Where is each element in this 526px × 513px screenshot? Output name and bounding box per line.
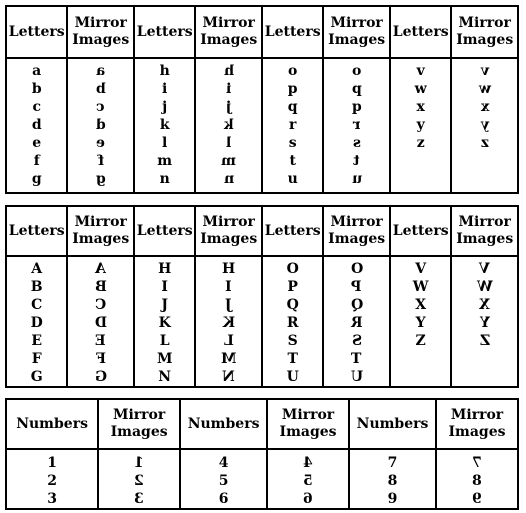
mirror-glyph: q [351,99,362,115]
column-header: Mirror Images [323,206,390,256]
mirror-glyph: Z [479,333,490,349]
mirror-glyph: c [96,99,105,115]
column-header: Mirror Images [451,206,518,256]
mirror-glyph: 2 [134,473,144,489]
mirror-glyph: A [95,261,107,277]
glyph: P [287,279,298,295]
glyph: O [286,261,299,277]
glyph: 3 [47,491,57,507]
column-header: Numbers [180,399,267,449]
column-header: Letters [262,6,323,58]
glyph: T [287,351,298,367]
mirror-glyph: E [95,333,107,349]
column-header: Mirror Images [451,6,518,58]
glyph: e [32,135,42,151]
glyph: a [32,63,42,79]
letters-cell [6,256,67,387]
glyph: 5 [218,473,229,489]
glyph: W [412,279,429,295]
glyph: v [416,63,425,79]
mirror-glyph: L [223,333,234,349]
column-header: Numbers [6,399,98,449]
column-header: Letters [134,6,195,58]
numbers-cell [180,449,267,509]
glyph: r [288,117,297,133]
column-header: Mirror Images [436,399,518,449]
glyph: X [415,297,427,313]
mirror-glyph: p [351,81,362,97]
glyph: I [161,279,168,295]
header-row [6,206,518,256]
glyph: 7 [387,455,398,471]
glyph: N [158,369,172,385]
mirror-glyph: O [350,261,363,277]
mirror-glyph: 8 [472,473,482,489]
letters-cell [262,256,323,387]
mirror-glyph: v [480,63,489,79]
glyph: Y [415,315,426,331]
column-header: Mirror Images [67,206,134,256]
glyph: M [156,351,173,367]
glyph: A [31,261,43,277]
glyph: H [158,261,172,277]
glyph: c [32,99,41,115]
mirror-glyph: s [352,135,361,151]
header-row [6,6,518,58]
glyph: K [158,315,171,331]
mirror-glyph: 4 [303,455,313,471]
uppercase-mirror-table [5,205,519,388]
mirror-cell [67,58,134,193]
mirror-glyph: u [351,171,362,187]
glyph: m [157,153,173,169]
glyph: j [162,99,168,115]
mirror-glyph: z [480,135,489,151]
glyph: 4 [218,455,229,471]
mirror-glyph: X [479,297,491,313]
mirror-glyph: J [225,297,232,313]
column-header: Letters [390,206,451,256]
mirror-cell [267,449,349,509]
mirror-glyph: h [223,63,234,79]
mirror-cell [451,256,518,387]
mirror-glyph: C [95,297,107,313]
table-row [6,256,518,387]
glyph: y [416,117,425,133]
mirror-glyph: x [480,99,489,115]
mirror-glyph: t [353,153,360,169]
mirror-glyph: T [351,351,362,367]
column-header: Mirror Images [323,6,390,58]
glyph: t [289,153,296,169]
mirror-cell [98,449,180,509]
mirror-glyph: d [95,117,106,133]
mirror-glyph: D [94,315,107,331]
mirror-glyph: F [95,351,106,367]
mirror-glyph: S [351,333,362,349]
mirror-glyph: H [222,261,236,277]
mirror-glyph: B [94,279,107,295]
mirror-glyph: 3 [134,491,144,507]
column-header: Letters [390,6,451,58]
mirror-glyph: i [226,81,232,97]
mirror-cell [195,256,262,387]
mirror-glyph: f [97,153,104,169]
mirror-cell [67,256,134,387]
glyph: p [287,81,298,97]
mirror-glyph: n [223,171,234,187]
glyph: i [162,81,168,97]
column-header: Mirror Images [98,399,180,449]
glyph: 2 [47,473,57,489]
mirror-glyph: R [350,315,363,331]
mirror-glyph: G [94,369,107,385]
column-header: Letters [6,6,67,58]
glyph: Z [415,333,426,349]
glyph: 6 [218,491,229,507]
glyph: k [159,117,170,133]
glyph: G [30,369,43,385]
mirror-glyph: N [222,369,236,385]
numbers-mirror-table [5,398,519,510]
glyph: Q [286,297,299,313]
letters-cell [262,58,323,193]
glyph: E [31,333,43,349]
mirror-cell [195,58,262,193]
table-row [6,449,518,509]
glyph: C [31,297,43,313]
glyph: S [287,333,298,349]
mirror-glyph: I [225,279,232,295]
mirror-glyph: j [226,99,232,115]
numbers-cell [349,449,436,509]
glyph: U [286,369,299,385]
glyph: z [416,135,425,151]
mirror-glyph: m [221,153,237,169]
column-header: Mirror Images [195,6,262,58]
mirror-cell [451,58,518,193]
mirror-cell [323,58,390,193]
glyph: x [416,99,425,115]
glyph: l [162,135,168,151]
glyph: d [31,117,42,133]
mirror-glyph: P [351,279,362,295]
glyph: w [414,81,427,97]
mirror-glyph: K [222,315,235,331]
glyph: D [30,315,43,331]
mirror-glyph: y [480,117,489,133]
column-header: Mirror Images [267,399,349,449]
mirror-glyph: e [96,135,106,151]
mirror-glyph: V [479,261,491,277]
column-header: Numbers [349,399,436,449]
glyph: F [31,351,42,367]
mirror-glyph: 1 [134,455,144,471]
glyph: R [286,315,299,331]
letters-cell [134,58,195,193]
glyph: V [415,261,427,277]
mirror-glyph: k [223,117,234,133]
glyph: 9 [387,491,398,507]
column-header: Letters [262,206,323,256]
letters-cell [134,256,195,387]
mirror-glyph: Q [350,297,363,313]
mirror-glyph: M [220,351,237,367]
glyph: h [159,63,170,79]
column-header: Letters [6,206,67,256]
letters-cell [390,256,451,387]
lowercase-mirror-table [5,5,519,194]
glyph: q [287,99,298,115]
mirror-glyph: b [95,81,106,97]
mirror-glyph: r [352,117,361,133]
glyph: 1 [47,455,57,471]
mirror-glyph: g [95,171,106,187]
mirror-glyph: Y [479,315,490,331]
mirror-glyph: 5 [303,473,313,489]
glyph: J [161,297,169,313]
glyph: B [30,279,43,295]
mirror-glyph: 9 [472,491,482,507]
glyph: L [159,333,170,349]
glyph: o [288,63,298,79]
mirror-glyph: W [476,279,493,295]
mirror-glyph: 6 [303,491,313,507]
mirror-glyph: U [350,369,363,385]
mirror-glyph: o [352,63,362,79]
glyph: n [159,171,170,187]
mirror-glyph: 7 [472,455,482,471]
glyph: 8 [387,473,398,489]
column-header: Letters [134,206,195,256]
mirror-glyph: l [226,135,232,151]
glyph: f [33,153,40,169]
column-header: Mirror Images [67,6,134,58]
glyph: b [31,81,42,97]
column-header: Mirror Images [195,206,262,256]
mirror-glyph: w [478,81,491,97]
mirror-cell [323,256,390,387]
header-row [6,399,518,449]
mirror-glyph: a [96,63,106,79]
glyph: g [31,171,42,187]
numbers-cell [6,449,98,509]
table-row [6,58,518,193]
glyph: s [288,135,297,151]
glyph: u [287,171,298,187]
letters-cell [390,58,451,193]
letters-cell [6,58,67,193]
mirror-cell [436,449,518,509]
